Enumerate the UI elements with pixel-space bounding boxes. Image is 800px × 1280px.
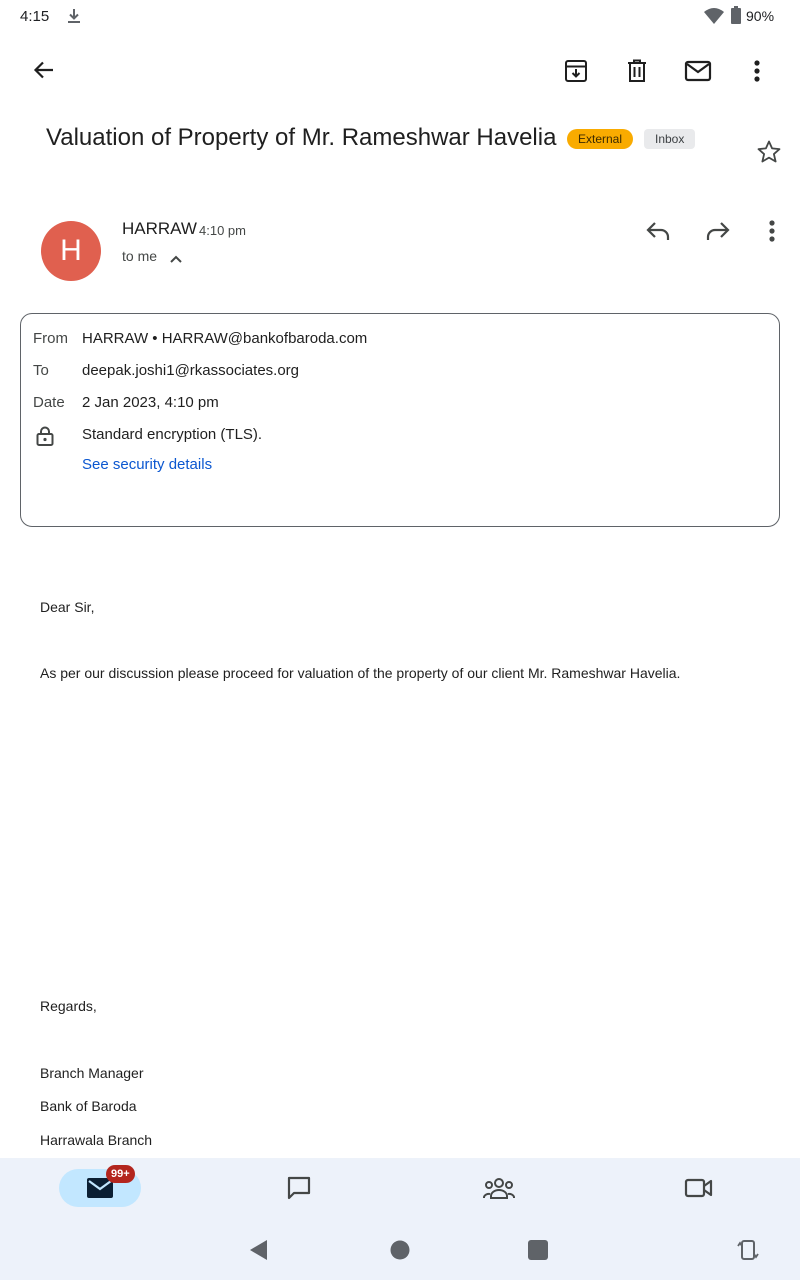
rotate-screen-icon[interactable] [736, 1238, 760, 1262]
status-bar [0, 0, 800, 34]
body-greeting: Dear Sir, [40, 599, 95, 615]
system-back-icon[interactable] [247, 1238, 271, 1262]
more-options-button[interactable] [737, 51, 777, 91]
star-icon [756, 139, 782, 165]
inbox-label[interactable]: Inbox [644, 129, 695, 149]
recipient-summary[interactable]: to me [122, 248, 158, 264]
archive-icon [563, 58, 589, 84]
forward-button[interactable] [698, 211, 738, 251]
trash-icon [624, 58, 650, 84]
message-more-button[interactable] [752, 211, 792, 251]
back-button[interactable] [24, 50, 64, 90]
from-value: HARRAW • HARRAW@bankofbaroda.com [82, 330, 368, 347]
security-details-link[interactable]: See security details [82, 456, 213, 473]
signature-line: Branch Manager [40, 1065, 144, 1081]
nav-spaces-button[interactable] [479, 1168, 519, 1208]
external-label: External [567, 129, 633, 149]
archive-button[interactable] [556, 51, 596, 91]
battery-percent: 90% [746, 8, 775, 24]
delete-button[interactable] [617, 51, 657, 91]
body-paragraph: As per our discussion please proceed for valuation of the property of our client Mr. Rameshwar Havelia. [40, 665, 681, 681]
more-vert-icon [753, 59, 761, 83]
body-closing: Regards, [40, 998, 97, 1014]
spaces-people-icon [483, 1176, 515, 1200]
download-icon [64, 6, 84, 26]
signature-line: Harrawala Branch [40, 1132, 153, 1148]
to-label: To [33, 362, 49, 379]
unread-count-badge: 99+ [106, 1165, 135, 1183]
email-subject: Valuation of Property of Mr. Rameshwar Havelia [46, 124, 557, 151]
system-recents-icon[interactable] [527, 1239, 549, 1261]
nav-meet-button[interactable] [679, 1168, 719, 1208]
date-value: 2 Jan 2023, 4:10 pm [82, 394, 219, 411]
from-label: From [33, 330, 68, 347]
nav-chat-button[interactable] [279, 1168, 319, 1208]
star-button[interactable] [749, 132, 789, 172]
chevron-up-icon[interactable] [166, 249, 186, 269]
wifi-icon [703, 6, 725, 26]
sender-name: HARRAW [122, 219, 197, 238]
forward-icon [705, 220, 731, 242]
signature-line: Bank of Baroda [40, 1098, 137, 1114]
date-label: Date [33, 394, 65, 411]
mail-icon [684, 59, 712, 83]
back-arrow-icon [32, 58, 56, 82]
video-camera-icon [684, 1177, 714, 1199]
encryption-status: Standard encryption (TLS). [82, 426, 263, 443]
lock-icon [34, 425, 56, 447]
sender-avatar[interactable]: H [41, 221, 101, 281]
reply-icon [645, 220, 671, 242]
system-home-icon[interactable] [389, 1239, 411, 1261]
mark-unread-button[interactable] [678, 51, 718, 91]
to-value: deepak.joshi1@rkassociates.org [82, 362, 300, 379]
more-vert-icon [768, 219, 776, 243]
status-time: 4:15 [20, 8, 50, 25]
chat-icon [285, 1174, 313, 1202]
reply-button[interactable] [638, 211, 678, 251]
sent-time: 4:10 pm [199, 223, 246, 238]
battery-icon [730, 5, 742, 25]
